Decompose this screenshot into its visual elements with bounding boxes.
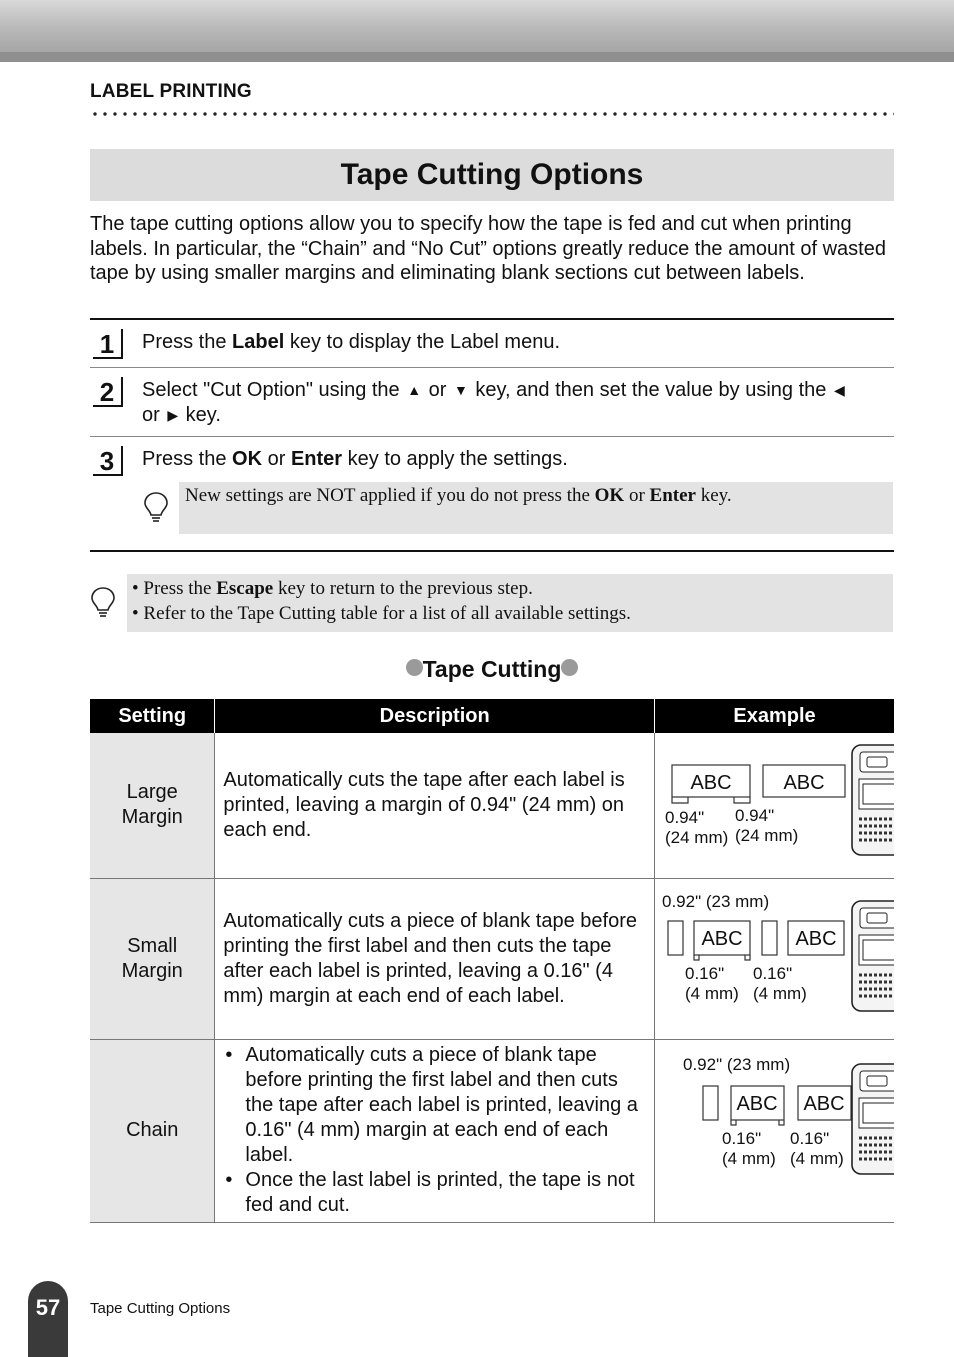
column-header: Description: [215, 699, 655, 733]
column-header: Example: [654, 699, 894, 733]
margin-inch: 0.16": [684, 963, 725, 983]
margin-inch: 0.94": [734, 806, 775, 826]
intro-paragraph: The tape cutting options allow you to specify how the tape is fed and cut when printing labels. In particular, the “Chain” and “No Cut” options greatly reduce the amount of wasted tape by using smaller margins and eliminating blank sections cut between labels.: [90, 213, 886, 284]
label-printer-icon: [852, 1064, 894, 1174]
label-text: ABC: [783, 772, 825, 795]
step-note: New settings are NOT applied if you do not press the OK or Enter key.: [179, 482, 893, 534]
left-arrow-key-icon: ◀: [833, 382, 845, 398]
description-cell: Automatically cuts a piece of blank tape before printing the first label and then cuts the tape after each label is printed, leaving a 0.16" (4 mm) margin at each end of each label.: [215, 878, 655, 1039]
step-number-2: 2: [93, 377, 123, 407]
tip-item: • Refer to the Tape Cutting table for a list of all available settings.: [132, 603, 631, 624]
margin-mm: (24 mm): [734, 826, 799, 846]
description-cell: Automatically cuts the tape after each label is printed, leaving a margin of 0.94" (24 mm) on each end.: [215, 733, 655, 878]
margin-inch: 0.94": [664, 808, 705, 828]
table-row: [90, 878, 894, 1039]
footer-text: Tape Cutting Options: [90, 1300, 231, 1317]
margin-inch: 0.16": [752, 963, 793, 983]
example-cell: [654, 1039, 894, 1222]
ok-key: OK: [232, 448, 263, 470]
enter-key: Enter: [290, 448, 343, 470]
large-margin-diagram: [655, 733, 894, 877]
title-box: [90, 149, 894, 201]
tape-cutting-table: [90, 699, 894, 1223]
chain-diagram: [655, 1040, 894, 1222]
setting-cell: Large Margin: [90, 733, 215, 878]
steps-bottom-rule: [90, 550, 894, 552]
bullet-dot-icon: [406, 659, 423, 676]
lightbulb-icon: [90, 586, 116, 618]
description-cell: [215, 1039, 655, 1222]
steps-top-rule: [90, 318, 894, 320]
example-cell: [654, 733, 894, 878]
label-text: ABC: [690, 772, 732, 795]
margin-mm: (4 mm): [789, 1148, 844, 1168]
table-row: [90, 1039, 894, 1222]
step-3-text: Press the OK or Enter key to apply the settings.: [142, 448, 568, 470]
table-header-row: [90, 699, 894, 733]
page-title: Tape Cutting Options: [340, 158, 644, 191]
label-printer-icon: [852, 901, 894, 1011]
tip-item: • Press the Escape key to return to the previous step.: [132, 578, 533, 599]
down-arrow-key-icon: ▼: [454, 382, 468, 398]
description-list: [223, 1043, 646, 1218]
page-number: 57: [28, 1281, 68, 1357]
step-1-text: Press the Label key to display the Label menu.: [142, 331, 561, 353]
setting-cell: Small Margin: [90, 878, 215, 1039]
table-row: [90, 733, 894, 878]
bullet-dot-icon: [561, 659, 578, 676]
list-item: • Automatically cuts a piece of blank tape before printing the first label and then cuts the tape after each label is printed, leaving a 0.16" (4 mm) margin at each end of each label.: [223, 1043, 646, 1168]
step-2-text: Select "Cut Option" using the ▲ or ▼ key, and then set the value by using the ◀ or ▶ key.: [142, 379, 845, 426]
margin-inch: 0.16": [789, 1128, 830, 1148]
step-number-3: 3: [93, 446, 123, 476]
dotted-divider: [90, 111, 894, 117]
column-header: Setting: [90, 699, 215, 733]
margin-mm: (24 mm): [664, 828, 729, 848]
label-length: 0.92" (23 mm): [661, 891, 770, 911]
margin-mm: (4 mm): [684, 983, 739, 1003]
margin-mm: (4 mm): [721, 1148, 776, 1168]
label-text: ABC: [803, 1092, 845, 1115]
tips-note: [127, 574, 893, 632]
header-band: [0, 0, 954, 62]
right-arrow-key-icon: ▶: [167, 407, 179, 423]
setting-cell: Chain: [90, 1039, 215, 1222]
lightbulb-icon: [143, 491, 169, 523]
step-divider: [90, 436, 894, 437]
label-text: ABC: [795, 927, 837, 950]
margin-mm: (4 mm): [752, 983, 807, 1003]
step-number-1: 1: [93, 329, 123, 359]
section-label: LABEL PRINTING: [90, 81, 252, 102]
margin-inch: 0.16": [721, 1128, 762, 1148]
step-divider: [90, 367, 894, 368]
label-length: 0.92" (23 mm): [682, 1054, 791, 1074]
small-margin-diagram: [655, 879, 894, 1039]
label-printer-icon: [852, 745, 894, 855]
list-item: • Once the last label is printed, the tape is not fed and cut.: [223, 1168, 646, 1218]
label-text: ABC: [701, 927, 743, 950]
table-heading: Tape Cutting: [90, 656, 894, 683]
example-cell: [654, 878, 894, 1039]
label-text: ABC: [736, 1092, 778, 1115]
label-key: Label: [232, 331, 285, 353]
up-arrow-key-icon: ▲: [407, 382, 422, 398]
